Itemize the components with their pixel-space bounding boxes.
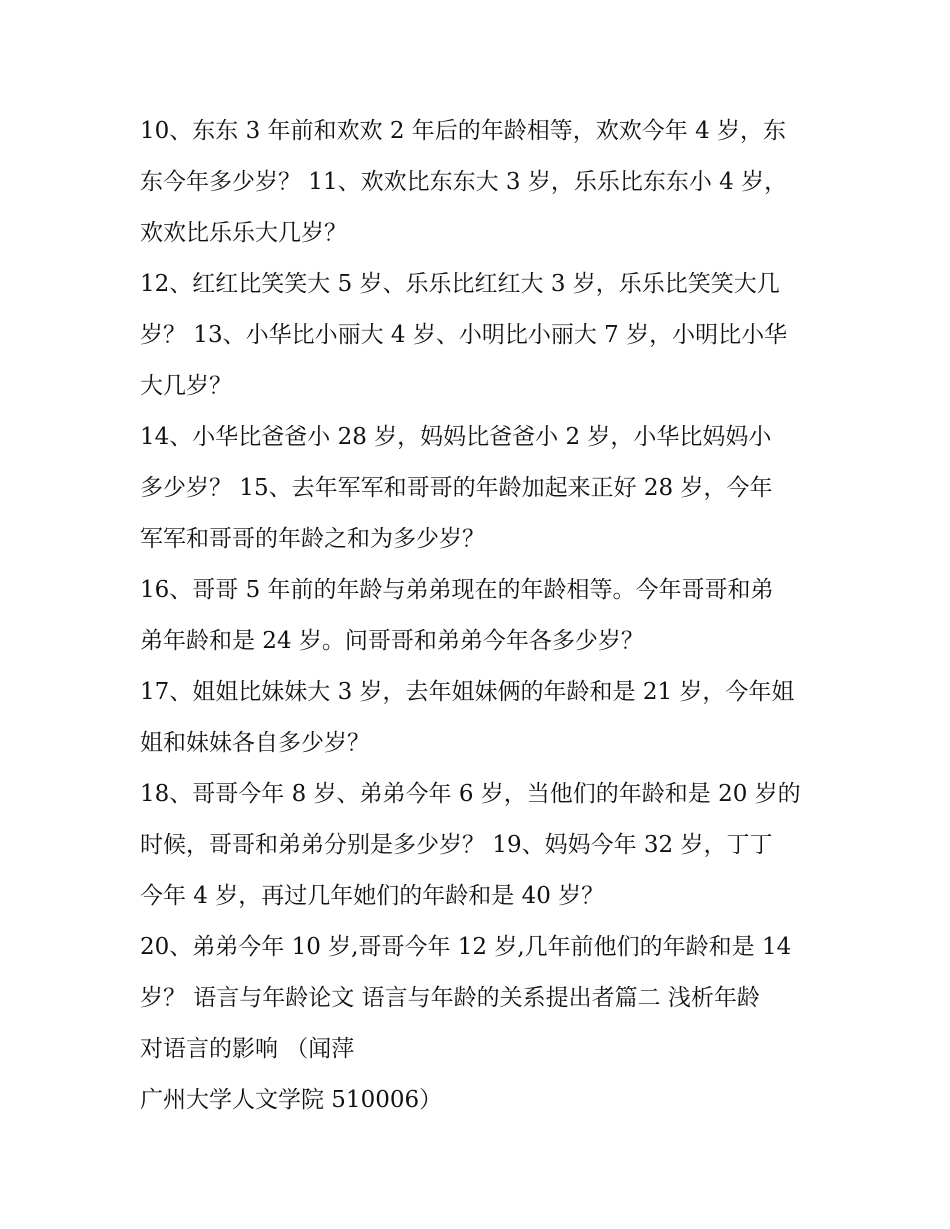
document-body (140, 106, 820, 1126)
text-line: 岁？ 13、小华比小丽大 4 岁、小明比小丽大 7 岁，小明比小华 (140, 322, 788, 348)
text-line: 广州大学人文学院 510006） (140, 1087, 443, 1113)
text-line: 20、弟弟今年 10 岁,哥哥今年 12 岁,几年前他们的年龄和是 14 (140, 934, 792, 960)
text-line: 军军和哥哥的年龄之和为多少岁？ (140, 526, 485, 552)
text-line: 岁？ 语言与年龄论文 语言与年龄的关系提出者篇二 浅析年龄 (140, 985, 760, 1011)
text-line: 16、哥哥 5 年前的年龄与弟弟现在的年龄相等。今年哥哥和弟 (140, 577, 774, 603)
text-line: 14、小华比爸爸小 28 岁，妈妈比爸爸小 2 岁，小华比妈妈小 (140, 424, 772, 450)
text-line: 10、东东 3 年前和欢欢 2 年后的年龄相等，欢欢今年 4 岁，东 (140, 118, 787, 144)
text-line: 时候，哥哥和弟弟分别是多少岁？ 19、妈妈今年 32 岁，丁丁 (140, 832, 773, 858)
text-line: 弟年龄和是 24 岁。问哥哥和弟弟今年各多少岁？ (140, 628, 644, 654)
text-line: 18、哥哥今年 8 岁、弟弟今年 6 岁，当他们的年龄和是 20 岁的 (140, 781, 801, 807)
text-line: 欢欢比乐乐大几岁？ (140, 220, 347, 246)
text-line: 姐和妹妹各自多少岁？ (140, 730, 370, 756)
text-line: 12、红红比笑笑大 5 岁、乐乐比红红大 3 岁，乐乐比笑笑大几 (140, 271, 780, 297)
text-line: 17、姐姐比妹妹大 3 岁，去年姐妹俩的年龄和是 21 岁，今年姐 (140, 679, 795, 705)
text-line: 东今年多少岁？ 11、欢欢比东东大 3 岁，乐乐比东东小 4 岁， (140, 169, 788, 195)
text-line: 对语言的影响 （闻萍 (140, 1036, 355, 1062)
text-line: 多少岁？ 15、去年军军和哥哥的年龄加起来正好 28 岁，今年 (140, 475, 773, 501)
text-line: 大几岁？ (140, 373, 232, 399)
text-line: 今年 4 岁，再过几年她们的年龄和是 40 岁？ (140, 883, 605, 909)
